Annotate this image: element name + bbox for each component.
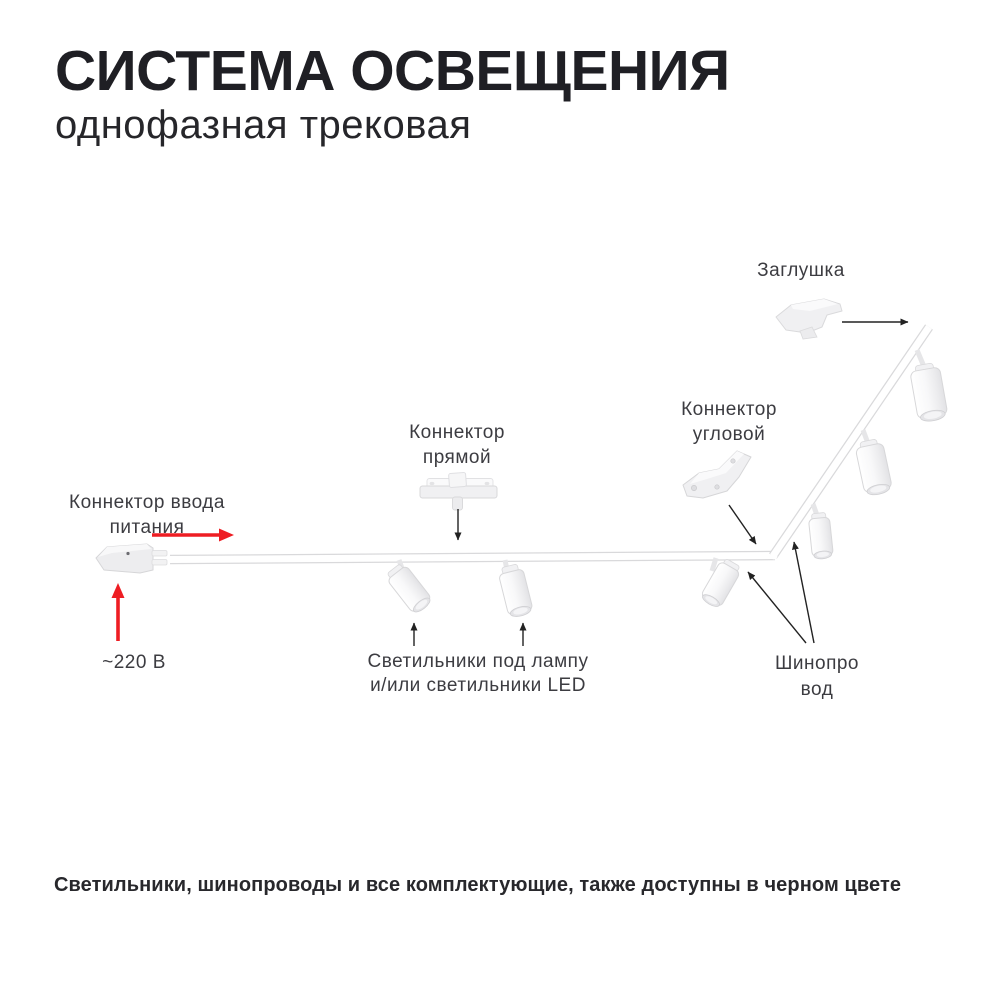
- power-connector-label: Коннектор ввода питания: [69, 492, 225, 538]
- track-arrow-diagonal: [794, 542, 814, 643]
- spotlight-fixture: [497, 563, 534, 619]
- spotlight-fixture: [808, 512, 834, 560]
- track-arrow-horizontal: [748, 572, 806, 643]
- spotlight-fixture: [384, 561, 434, 615]
- page-subtitle: однофазная трековая: [55, 103, 472, 147]
- corner-connector-label: Коннектор угловой: [681, 399, 777, 445]
- track-label: Шинопро вод: [774, 653, 860, 700]
- power-input-connector-figure: [96, 544, 167, 573]
- straight-connector-label: Коннектор прямой: [409, 422, 505, 468]
- spotlight-fixture: [909, 362, 948, 423]
- straight-connector-figure: [420, 472, 497, 510]
- corner-connector-arrow: [729, 505, 756, 544]
- end-cap-figure: [776, 299, 842, 339]
- diagonal-track: [771, 327, 929, 559]
- voltage-label: ~220 В: [102, 652, 166, 673]
- horizontal-track: [170, 556, 775, 560]
- voltage-arrow: [112, 583, 125, 641]
- end-cap-label: Заглушка: [757, 260, 845, 281]
- spotlight-fixture: [699, 557, 743, 610]
- fixtures-label: Светильники под лампу и/или светильники LED: [367, 651, 589, 696]
- corner-connector-figure: [683, 451, 751, 498]
- page-title: СИСТЕМА ОСВЕЩЕНИЯ: [55, 39, 730, 103]
- footer-note: Светильники, шинопроводы и все комплектующие, также доступны в черном цвете: [54, 874, 902, 896]
- spotlight-fixture: [854, 438, 893, 497]
